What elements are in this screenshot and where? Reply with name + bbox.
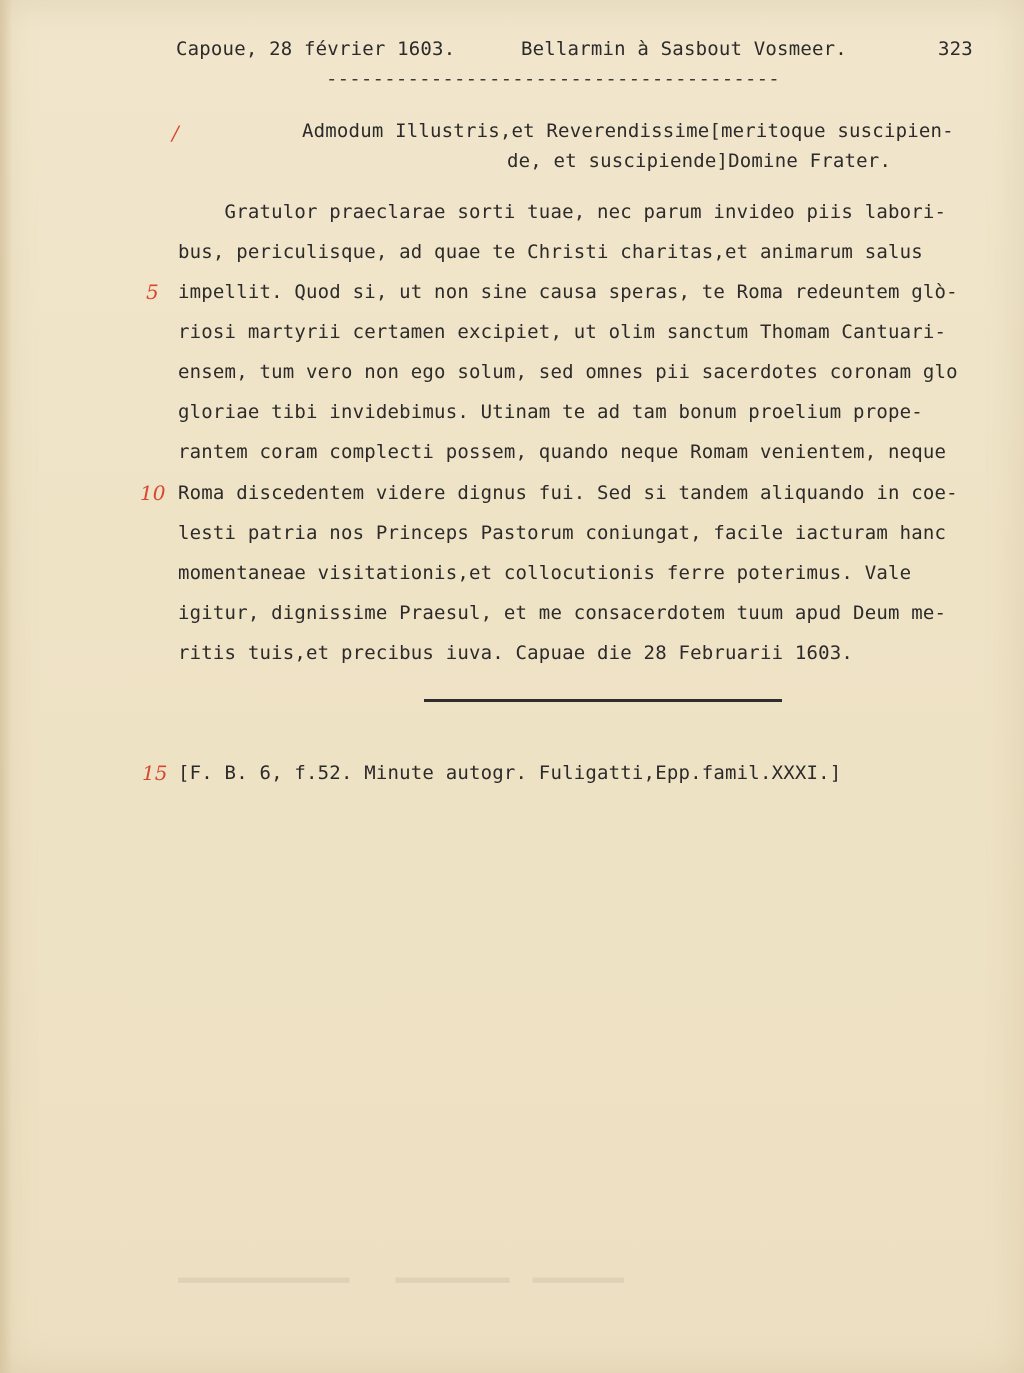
- margin-number-5: 5: [146, 280, 159, 304]
- margin-number-10: 10: [140, 481, 166, 505]
- header-dash-rule: ---------------------------------------: [326, 68, 780, 90]
- page-number: 323: [938, 38, 973, 60]
- body-line-1: Gratulor praeclarae sorti tuae, nec parum invideo piis labori-: [178, 201, 947, 223]
- salutation-line-1: Admodum Illustris,et Reverendissime[meritoque suscipien-: [302, 120, 954, 142]
- body-line-9: lesti patria nos Princeps Pastorum coniungat, facile iacturam hanc: [178, 522, 947, 544]
- footnote: [F. B. 6, f.52. Minute autogr. Fuligatti,Epp.famil.XXXI.]: [178, 762, 842, 784]
- body-line-12: ritis tuis,et precibus iuva. Capuae die 28 Februarii 1603.: [178, 642, 854, 664]
- body-line-11: igitur, dignissime Praesul, et me consacerdotem tuum apud Deum me-: [178, 602, 947, 624]
- body-line-5: ensem, tum vero non ego solum, sed omnes pii sacerdotes coronam glo: [178, 361, 958, 383]
- body-line-8: Roma discedentem videre dignus fui. Sed si tandem aliquando in coe-: [178, 482, 958, 504]
- body-line-6: gloriae tibi invidebimus. Utinam te ad tam bonum proelium prope-: [178, 401, 923, 423]
- show-through-shadow: ▬▬▬▬▬▬▬▬ ▬▬▬▬▬▬▬▬▬▬ ▬▬▬▬▬▬▬▬▬▬▬▬▬▬▬: [178, 1268, 625, 1290]
- body-line-3: impellit. Quod si, ut non sine causa speras, te Roma redeuntem glò-: [178, 281, 958, 303]
- header-place-date: Capoue, 28 février 1603.: [176, 38, 456, 60]
- margin-number-15: 15: [142, 761, 168, 785]
- paper-edge-shadow: [0, 0, 12, 1373]
- body-line-4: riosi martyrii certamen excipiet, ut olim sanctum Thomam Cantuari-: [178, 321, 947, 343]
- body-line-10: momentaneae visitationis,et collocutionis ferre poterimus. Vale: [178, 562, 912, 584]
- separator-rule: [424, 699, 782, 702]
- margin-mark-slash: /: [172, 121, 179, 145]
- body-line-7: rantem coram complecti possem, quando neque Romam venientem, neque: [178, 441, 947, 463]
- body-line-2: bus, periculisque, ad quae te Christi charitas,et animarum salus: [178, 241, 923, 263]
- header-title: Bellarmin à Sasbout Vosmeer.: [521, 38, 847, 60]
- salutation-line-2: de, et suscipiende]Domine Frater.: [507, 150, 892, 172]
